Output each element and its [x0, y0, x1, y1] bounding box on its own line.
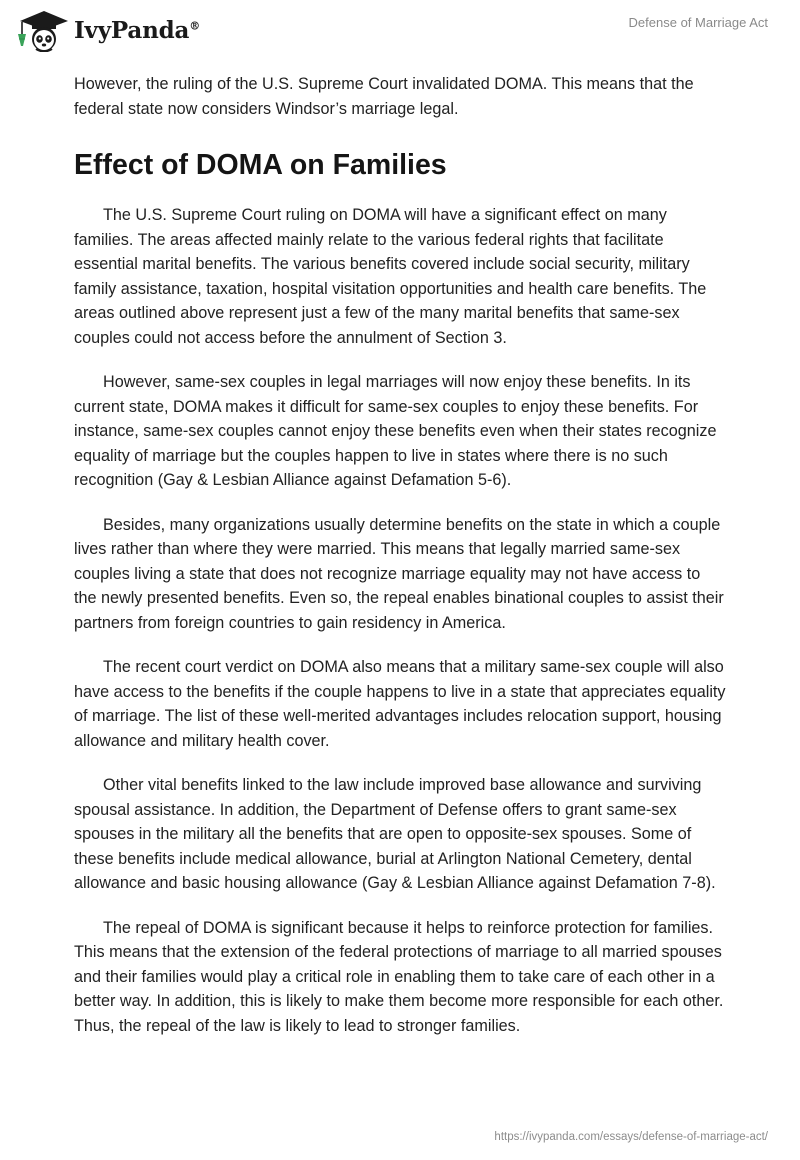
page-header	[0, 0, 800, 60]
ivypanda-logo[interactable]	[14, 8, 200, 52]
source-url-link[interactable]: https://ivypanda.com/essays/defense-of-marriage-act/	[494, 1131, 768, 1143]
body-paragraph: The U.S. Supreme Court ruling on DOMA will have a significant effect on many families. The areas affected mainly relate to the various federal rights that facilitate essential marital benefits. The various benefits covered include social security, military family assistance, taxation, hospital visitation opportunities and health care benefits. The areas outlined above represent just a few of the many marital benefits that same-sex couples could not access before the annulment of Section 3.	[74, 206, 707, 347]
brand-name: IvyPanda®	[74, 16, 200, 44]
body-paragraph: Besides, many organizations usually determine benefits on the state in which a couple lives rather than where they were married. This means that legally married same-sex couples living a state that does not recognize marriage equality may not have access to the newly presented benefits. Even so, the repeal enables binational couples to assist their partners from foreign countries to gain residency in America.	[74, 515, 724, 632]
body-paragraph: The recent court verdict on DOMA also means that a military same-sex couple will also have access to the benefits if the couple happens to live in a state that appreciates equality of marriage. The list of these well-merited advantages includes relocation support, housing allowance and military health cover.	[74, 658, 726, 750]
intro-paragraph: However, the ruling of the U.S. Supreme Court invalidated DOMA. This means that the federal state now considers Windsor’s marriage legal.	[74, 75, 694, 118]
essay-body	[74, 72, 726, 1058]
section-heading: Effect of DOMA on Families	[74, 149, 447, 181]
body-paragraph: Other vital benefits linked to the law include improved base allowance and surviving spousal assistance. In addition, the Department of Defense offers to grant same-sex spouses in the military all the benefits that are open to opposite-sex spouses. Some of these benefits include medical allowance, burial at Arlington National Cemetery, dental allowance and basic housing allowance (Gay & Lesbian Alliance against Defamation 7-8).	[74, 776, 716, 892]
body-paragraph: The repeal of DOMA is significant because it helps to reinforce protection for families. This means that the extension of the federal protections of marriage to all married spouses and their families would play a critical role in enabling them to take care of each other in a better way. In addition, this is likely to make them become more responsible for each other. Thus, the repeal of the law is likely to lead to stronger families.	[74, 918, 724, 1035]
panda-graduate-icon	[14, 8, 72, 52]
body-paragraph: However, same-sex couples in legal marriages will now enjoy these benefits. In its current state, DOMA makes it difficult for same-sex couples to enjoy these benefits. For instance, same-sex couples cannot enjoy these benefits even when their states recognize equality of marriage but the couples happen to live in states where there is no such recognition (Gay & Lesbian Alliance against Defamation 5-6).	[74, 373, 717, 489]
document-title: Defense of Marriage Act	[628, 15, 768, 30]
